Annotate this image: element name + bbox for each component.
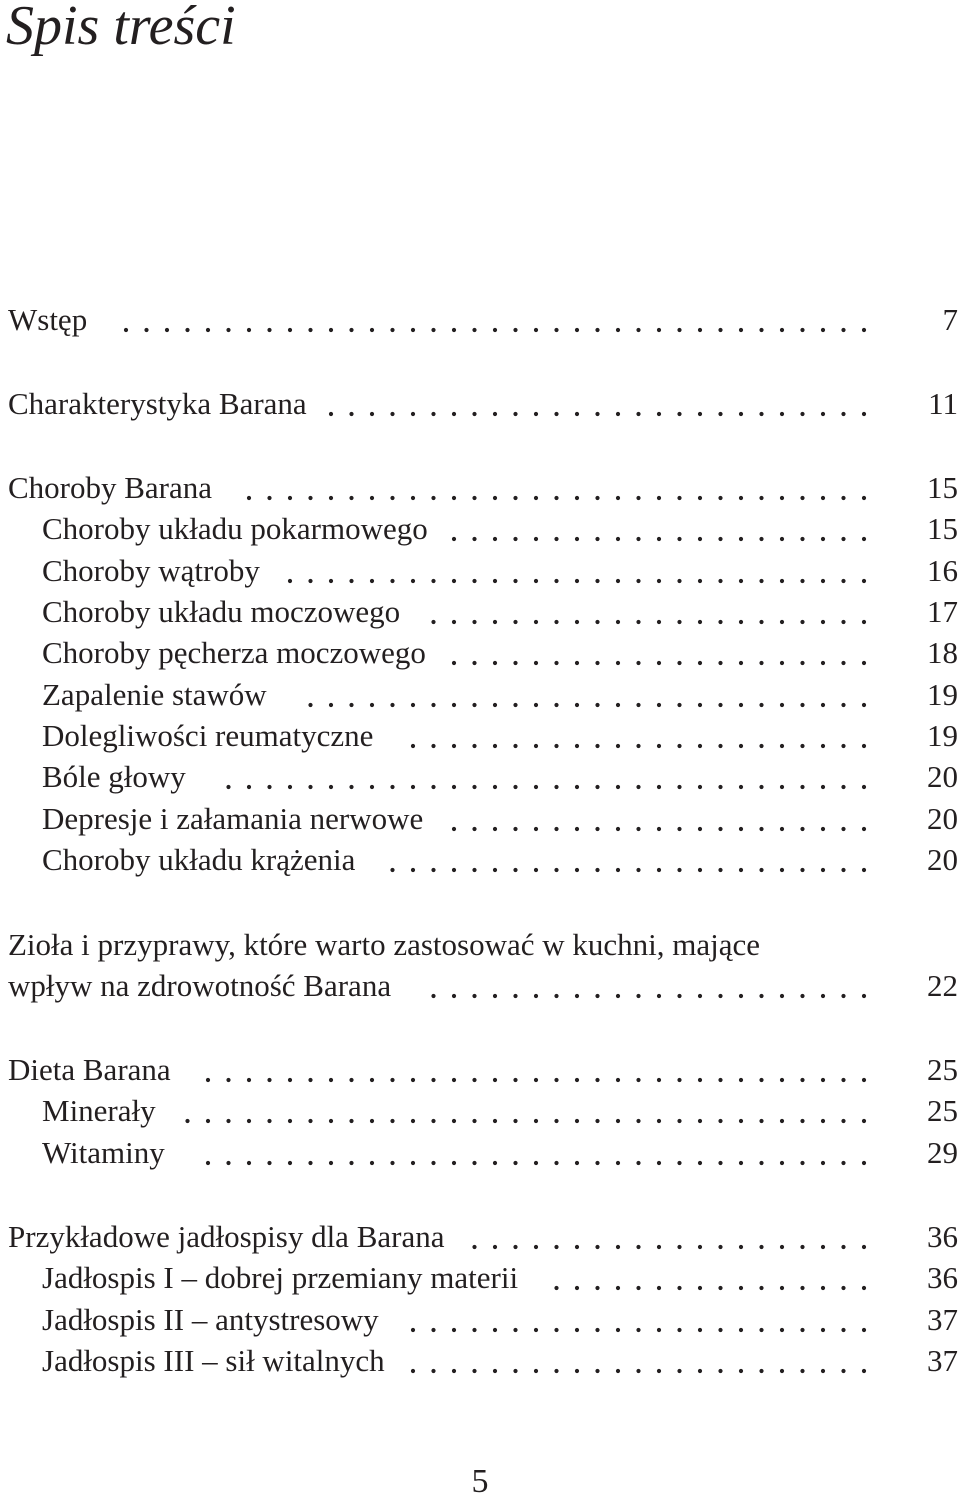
dot-leader bbox=[0, 384, 960, 424]
toc-entry-page: 15 bbox=[927, 511, 958, 546]
toc-entry bbox=[0, 509, 960, 549]
toc-entry bbox=[0, 300, 960, 340]
toc-entry bbox=[0, 1258, 960, 1298]
toc-entry-label: Minerały bbox=[42, 1093, 156, 1128]
toc-entry bbox=[0, 675, 960, 715]
toc-entry-label: Depresje i załamania nerwowe bbox=[42, 801, 424, 836]
dot-leader bbox=[0, 966, 960, 1006]
toc-entry bbox=[0, 384, 960, 424]
toc-entry-page: 36 bbox=[927, 1260, 958, 1295]
toc-entry bbox=[0, 1091, 960, 1131]
toc-entry-page: 19 bbox=[927, 677, 958, 712]
toc-entry-page: 7 bbox=[942, 302, 958, 337]
dot-leader bbox=[0, 1258, 960, 1298]
toc-entry-label: wpływ na zdrowotność Barana bbox=[8, 968, 392, 1003]
toc-entry-label: Jadłospis III – sił witalnych bbox=[42, 1343, 385, 1378]
dot-leader bbox=[0, 716, 960, 756]
dot-leader bbox=[0, 675, 960, 715]
toc-entry bbox=[0, 1300, 960, 1340]
page-number: 5 bbox=[471, 1463, 489, 1500]
dot-leader bbox=[0, 1091, 960, 1131]
toc-entry-label: Jadłospis I – dobrej przemiany materii bbox=[42, 1260, 519, 1295]
toc-entry-label: Choroby wątroby bbox=[42, 553, 260, 588]
dot-leader bbox=[0, 1217, 960, 1257]
toc-entry-label: Witaminy bbox=[42, 1135, 165, 1170]
dot-leader bbox=[0, 757, 960, 797]
dot-leader bbox=[0, 592, 960, 632]
toc-entry-page: 37 bbox=[927, 1302, 958, 1337]
toc-entry-page: 19 bbox=[927, 718, 958, 753]
toc-entry-page: 11 bbox=[928, 386, 958, 421]
toc-entry-page: 18 bbox=[927, 635, 958, 670]
toc-entry-page: 36 bbox=[927, 1219, 958, 1254]
dot-leader bbox=[0, 468, 960, 508]
dot-leader bbox=[0, 633, 960, 673]
toc-entry-page: 29 bbox=[927, 1135, 958, 1170]
toc-entry-label: Wstęp bbox=[8, 302, 88, 337]
toc-entry-label: Dieta Barana bbox=[8, 1052, 171, 1087]
toc-entry bbox=[0, 716, 960, 756]
toc-entry-label: Dolegliwości reumatyczne bbox=[42, 718, 374, 753]
toc-entry-label: Choroby Barana bbox=[8, 470, 213, 505]
toc-entry bbox=[0, 1050, 960, 1090]
toc-entry bbox=[0, 551, 960, 591]
dot-leader bbox=[0, 799, 960, 839]
dot-leader bbox=[0, 1341, 960, 1381]
toc-entry bbox=[0, 840, 960, 880]
dot-leader bbox=[0, 840, 960, 880]
toc-entry-page: 25 bbox=[927, 1052, 958, 1087]
page-title: Spis treści bbox=[6, 0, 236, 57]
toc-entry-label: Zapalenie stawów bbox=[42, 677, 267, 712]
toc-entry-page: 20 bbox=[927, 801, 958, 836]
dot-leader bbox=[0, 551, 960, 591]
toc-entry-page: 22 bbox=[927, 968, 958, 1003]
toc-entry-page: 25 bbox=[927, 1093, 958, 1128]
toc-entry-label: Choroby pęcherza moczowego bbox=[42, 635, 426, 670]
toc-entry-page: 15 bbox=[927, 470, 958, 505]
toc-entry-label: Przykładowe jadłospisy dla Barana bbox=[8, 1219, 445, 1254]
toc-entry bbox=[0, 633, 960, 673]
toc-entry bbox=[0, 592, 960, 632]
dot-leader bbox=[0, 300, 960, 340]
toc-entry-label: Charakterystyka Barana bbox=[8, 386, 307, 421]
toc-entry bbox=[0, 1341, 960, 1381]
toc-entry-label: Choroby układu krążenia bbox=[42, 842, 356, 877]
dot-leader bbox=[0, 509, 960, 549]
toc-entry bbox=[0, 468, 960, 508]
toc-entry bbox=[0, 799, 960, 839]
dot-leader bbox=[0, 1133, 960, 1173]
toc-entry-page: 17 bbox=[927, 594, 958, 629]
toc-entry bbox=[0, 757, 960, 797]
dot-leader bbox=[0, 1050, 960, 1090]
toc-entry-page: 20 bbox=[927, 842, 958, 877]
toc-entry-label: Choroby układu pokarmowego bbox=[42, 511, 428, 546]
toc-entry-page: 16 bbox=[927, 553, 958, 588]
toc-entry bbox=[0, 1133, 960, 1173]
toc-entry bbox=[0, 966, 960, 1006]
toc-entry bbox=[0, 925, 960, 965]
dot-leader bbox=[0, 1300, 960, 1340]
toc-entry-page: 37 bbox=[927, 1343, 958, 1378]
toc-entry bbox=[0, 1217, 960, 1257]
toc-entry-label: Jadłospis II – antystresowy bbox=[42, 1302, 379, 1337]
toc-entry-label: Bóle głowy bbox=[42, 759, 186, 794]
toc-entry-page: 20 bbox=[927, 759, 958, 794]
toc-entry-label: Zioła i przyprawy, które warto zastosować w kuchni, mające bbox=[8, 927, 761, 962]
toc-entry-label: Choroby układu moczowego bbox=[42, 594, 401, 629]
